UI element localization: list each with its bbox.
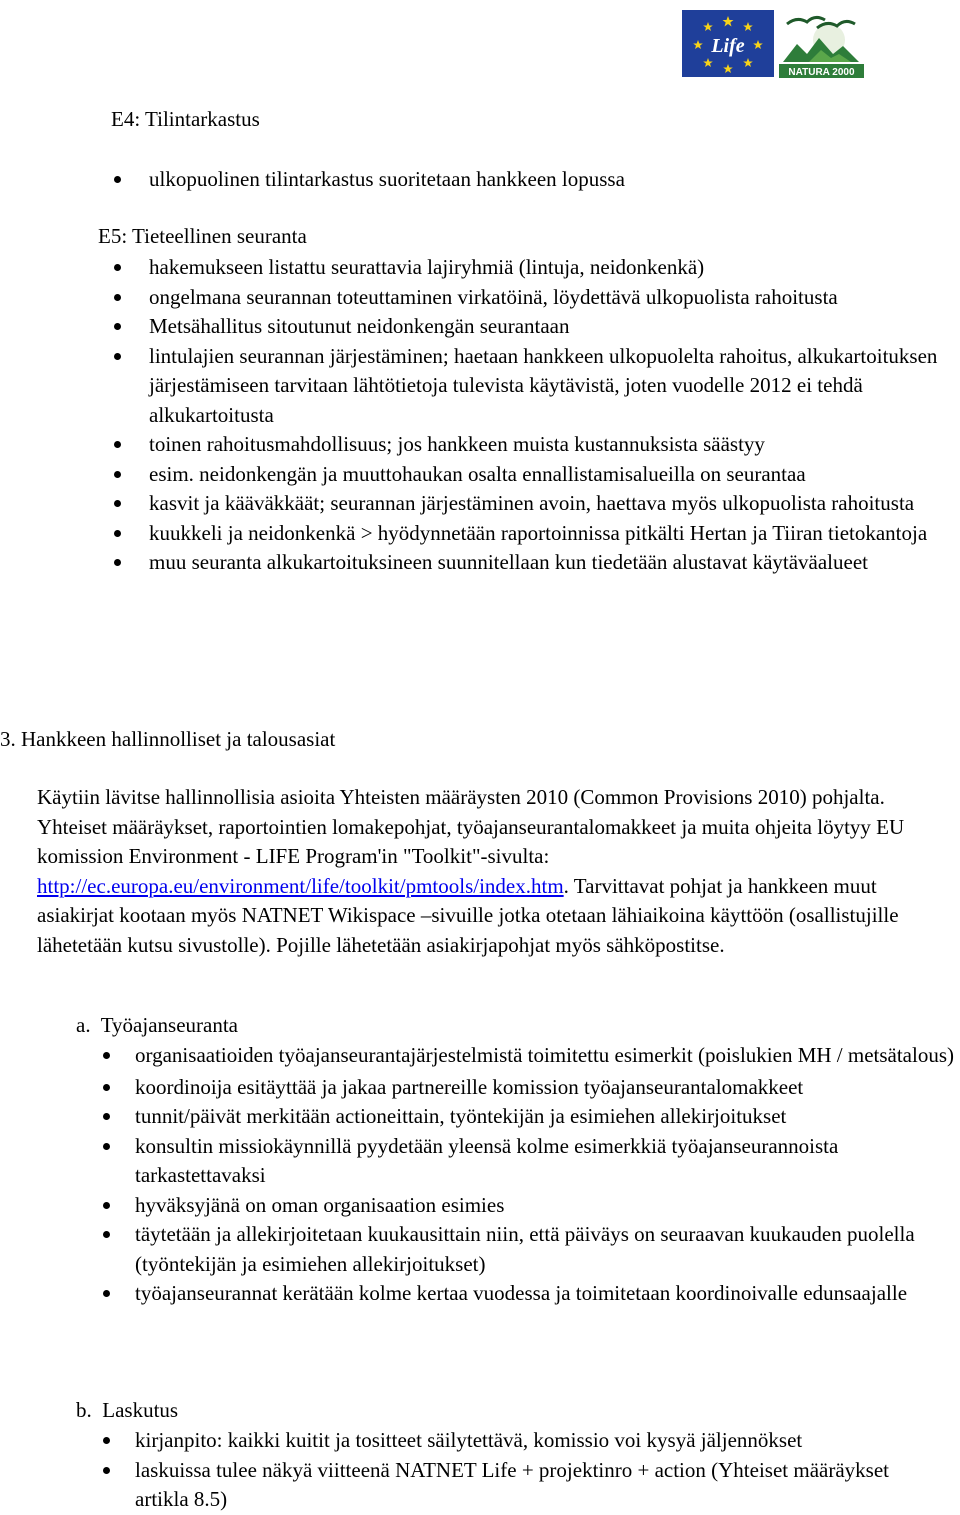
section-e4-heading: E4: Tilintarkastus	[111, 107, 260, 131]
subsection-a-heading: a. Työajanseuranta	[76, 1013, 238, 1037]
invoicing-list	[135, 1426, 935, 1515]
list-item: ongelmana seurannan toteuttaminen virkatöinä, löydettävä ulkopuolista rahoitusta	[149, 283, 944, 313]
list-item: konsultin missiokäynnillä pyydetään yleensä kolme esimerkkiä työajanseurannoista tarkastettavaksi	[135, 1132, 960, 1191]
list-item: organisaatioiden työajanseurantajärjestelmistä toimitettu esimerkit (poislukien MH / metsätalous)	[135, 1041, 960, 1071]
list-item: hakemukseen listattu seurattavia lajiryhmiä (lintuja, neidonkenkä)	[149, 253, 944, 283]
list-item: Metsähallitus sitoutunut neidonkengän seurantaan	[149, 312, 944, 342]
subsection-b-heading: b. Laskutus	[76, 1398, 179, 1422]
list-item: tunnit/päivät merkitään actioneittain, työntekijän ja esimiehen allekirjoitukset	[135, 1102, 960, 1132]
logo-area	[682, 10, 864, 78]
section-3-paragraph	[37, 783, 955, 960]
life-logo-text: Life	[711, 35, 745, 57]
life-logo	[682, 10, 774, 77]
list-item: kasvit ja kääväkkäät; seurannan järjestäminen avoin, haettava myös ulkopuolista rahoitusta	[149, 489, 944, 519]
natura-2000-logo	[779, 10, 864, 78]
list-item: lintulajien seurannan järjestäminen; haetaan hankkeen ulkopuolelta rahoitus, alkukartoituksen järjestämiseen tarvitaan lähtötietoja tulevista käytävistä, joten vuodelle 2012 ei tehdä alkukartoitusta	[149, 342, 944, 431]
e5-list	[149, 253, 944, 578]
list-item: täytetään ja allekirjoitetaan kuukausittain niin, että päiväys on seuraavan kuukauden puolella (työntekijän ja esimiehen allekirjoitukset)	[135, 1220, 960, 1279]
list-item: kirjanpito: kaikki kuitit ja tositteet säilytettävä, komissio voi kysyä jäljennökset	[135, 1426, 935, 1456]
section-e5-heading: E5: Tieteellinen seuranta	[98, 224, 307, 248]
natura-logo-text: NATURA 2000	[788, 67, 855, 78]
list-item: ulkopuolinen tilintarkastus suoritetaan hankkeen lopussa	[149, 165, 939, 195]
list-item: toinen rahoitusmahdollisuus; jos hankkeen muista kustannuksista säästyy	[149, 430, 944, 460]
list-item: muu seuranta alkukartoituksineen suunnitellaan kun tiedetään alustavat käytäväalueet	[149, 548, 944, 578]
list-item: esim. neidonkengän ja muuttohaukan osalta ennallistamisalueilla on seurantaa	[149, 460, 944, 490]
list-item: kuukkeli ja neidonkenkä > hyödynnetään raportoinnissa pitkälti Hertan ja Tiiran tietokantoja	[149, 519, 944, 549]
section-3-heading: 3. Hankkeen hallinnolliset ja talousasiat	[0, 727, 336, 751]
toolkit-link[interactable]: http://ec.europa.eu/environment/life/toolkit/pmtools/index.htm	[37, 873, 564, 898]
list-item: laskuissa tulee näkyä viitteenä NATNET Life + projektinro + action (Yhteiset määräykset artikla 8.5)	[135, 1456, 935, 1515]
paragraph-text: . Tarvittavat pohjat ja hankkeen muut asiakirjat kootaan myös NATNET Wikispace –sivuille jotka otetaan lähiaikoina käyttöön (osallistujille lähetetään kutsu sivustolle). Pojille lähetetään asiakirjapohjat myös sähköpostitse.	[37, 873, 899, 957]
paragraph-text: Käytiin lävitse hallinnollisia asioita Yhteisten määräysten 2010 (Common Provisions 2010) pohjalta. Yhteiset määräykset, raportointien lomakepohjat, työajanseurantalomakkeet ja muita ohjeita löytyy EU komission Environment - LIFE Program'in "Toolkit"-sivulta:	[37, 785, 905, 868]
list-item: työajanseurannat kerätään kolme kertaa vuodessa ja toimitetaan koordinoivalle edunsaajalle	[135, 1279, 960, 1309]
list-item: hyväksyjänä on oman organisaation esimies	[135, 1191, 960, 1221]
list-item: koordinoija esitäyttää ja jakaa partnereille komission työajanseurantalomakkeet	[135, 1073, 960, 1103]
e4-list	[149, 165, 939, 195]
timesheet-list	[135, 1041, 960, 1309]
